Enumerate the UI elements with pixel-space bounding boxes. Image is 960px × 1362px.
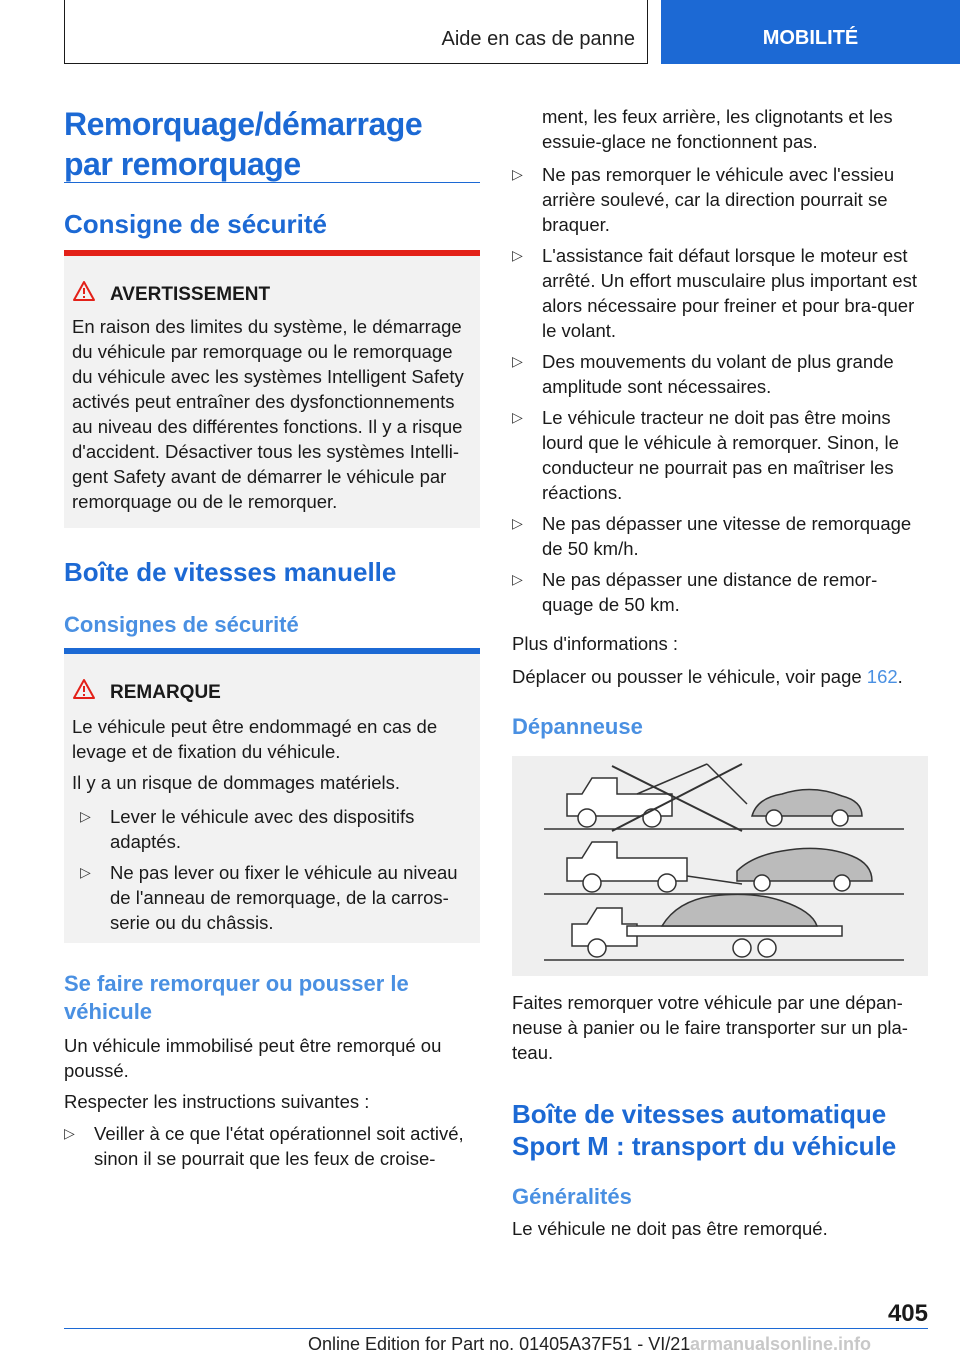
general-text: Le véhicule ne doit pas être remorqué. xyxy=(512,1218,828,1239)
footer-rule xyxy=(64,1328,928,1329)
triangle-bullet-icon: ▷ xyxy=(512,353,523,369)
safety-heading: Consigne de sécurité xyxy=(64,209,327,239)
safety-sub-heading: Consignes de sécurité xyxy=(64,612,299,637)
notice-triangle-icon xyxy=(72,678,96,700)
page-number: 405 xyxy=(887,1300,928,1327)
header-section-box xyxy=(64,0,648,64)
list-item: ▷ Ne pas remorquer le véhicule avec l'essieu arrière soulevé, car la direction pourrait se braquer. xyxy=(512,164,895,235)
notice-list xyxy=(80,804,470,941)
footer-edition: Online Edition for Part no. 01405A37F51 - VI/21 xyxy=(308,1334,691,1354)
page-reference: Déplacer ou pousser le véhicule, voir page 162. xyxy=(512,666,903,687)
more-info-label: Plus d'informations : xyxy=(512,633,678,654)
tow-instructions-text: Respecter les instructions suivantes : xyxy=(64,1091,370,1112)
general-heading: Généralités xyxy=(512,1184,632,1209)
notice-title: REMARQUE xyxy=(110,682,221,703)
tow-rules-list xyxy=(512,162,928,623)
triangle-bullet-icon: ▷ xyxy=(64,1125,75,1141)
list-item: ▷ Ne pas dépasser une vitesse de remorquage de 50 km/h. xyxy=(512,513,912,559)
notice-box xyxy=(64,648,480,943)
page-link[interactable]: 162 xyxy=(866,666,898,687)
list-item: ▷ Des mouvements du volant de plus grande amplitude sont nécessaires. xyxy=(512,351,894,397)
header-section-title: Aide en cas de panne xyxy=(441,28,635,50)
triangle-bullet-icon: ▷ xyxy=(512,571,523,587)
warning-box xyxy=(64,250,480,528)
triangle-bullet-icon: ▷ xyxy=(512,247,523,263)
notice-risk-text: Il y a un risque de dommages matériels. xyxy=(72,772,401,793)
automatic-gearbox-heading: Boîte de vitesses automatique Sport M : transport du véhicule xyxy=(512,1099,897,1161)
tow-list xyxy=(64,1121,480,1177)
title-rule xyxy=(64,182,480,183)
tow-push-heading: Se faire remorquer ou pousser le véhicule xyxy=(64,971,409,1024)
manual-gearbox-heading: Boîte de vitesses manuelle xyxy=(64,557,397,587)
list-item: ▷ Veiller à ce que l'état opérationnel soit activé, sinon il se pourrait que les feux de croise‐ xyxy=(64,1123,464,1169)
triangle-bullet-icon: ▷ xyxy=(80,864,91,880)
list-item: ▷ Ne pas dépasser une distance de remor‐quage de 50 km. xyxy=(512,569,878,615)
warning-title: AVERTISSEMENT xyxy=(110,284,271,305)
page-title-line2: par remorquage xyxy=(64,146,301,182)
list-item: ▷ L'assistance fait défaut lorsque le moteur est arrêté. Un effort musculaire plus important est alors nécessaire pour freiner et pour bra‐quer le volant. xyxy=(512,245,917,341)
footer-watermark: armanualsonline.info xyxy=(690,1334,872,1354)
warning-triangle-icon xyxy=(72,280,96,302)
header-chapter-tab: MOBILITÉ xyxy=(661,0,960,64)
page-title-line1: Remorquage/démarrage xyxy=(64,106,423,142)
tow-truck-illustration xyxy=(512,756,928,976)
list-item: ▷ Lever le véhicule avec des dispositifs adaptés. xyxy=(80,806,415,852)
tow-intro-text: Un véhicule immobilisé peut être remorqué ou poussé. xyxy=(64,1035,442,1081)
warning-text: En raison des limites du système, le démarrage du véhicule par remorquage ou le remorquage du véhicule avec les systèmes Intelligent Safety activés peut entraîner des dysfonctionnements au niveau des différentes fonctions. Il y a risque d'accident. Désactiver tous les systèmes Intelli‐gent Safety avant de démarrer le véhicule par remorquage ou de le remorquer. xyxy=(72,316,464,512)
triangle-bullet-icon: ▷ xyxy=(512,409,523,425)
list-item: ▷ Le véhicule tracteur ne doit pas être moins lourd que le véhicule à remorquer. Sinon, le conducteur ne pourrait pas en maîtriser les réactions. xyxy=(512,407,899,503)
notice-text: Le véhicule peut être endommagé en cas de levage et de fixation du véhicule. xyxy=(72,716,438,762)
figure-caption: Faites remorquer votre véhicule par une dépan‐neuse à panier ou le faire transporter sur un pla‐teau. xyxy=(512,992,908,1063)
triangle-bullet-icon: ▷ xyxy=(512,166,523,182)
tow-truck-diagram xyxy=(512,756,928,976)
triangle-bullet-icon: ▷ xyxy=(80,808,91,824)
triangle-bullet-icon: ▷ xyxy=(512,515,523,531)
page-title xyxy=(64,104,480,184)
continued-text: ment, les feux arrière, les clignotants et les essuie-glace ne fonctionnent pas. xyxy=(542,106,893,152)
tow-truck-heading: Dépanneuse xyxy=(512,714,643,739)
list-item: ▷ Ne pas lever ou fixer le véhicule au niveau de l'anneau de remorquage, de la carros‐serie ou du châssis. xyxy=(80,862,458,933)
